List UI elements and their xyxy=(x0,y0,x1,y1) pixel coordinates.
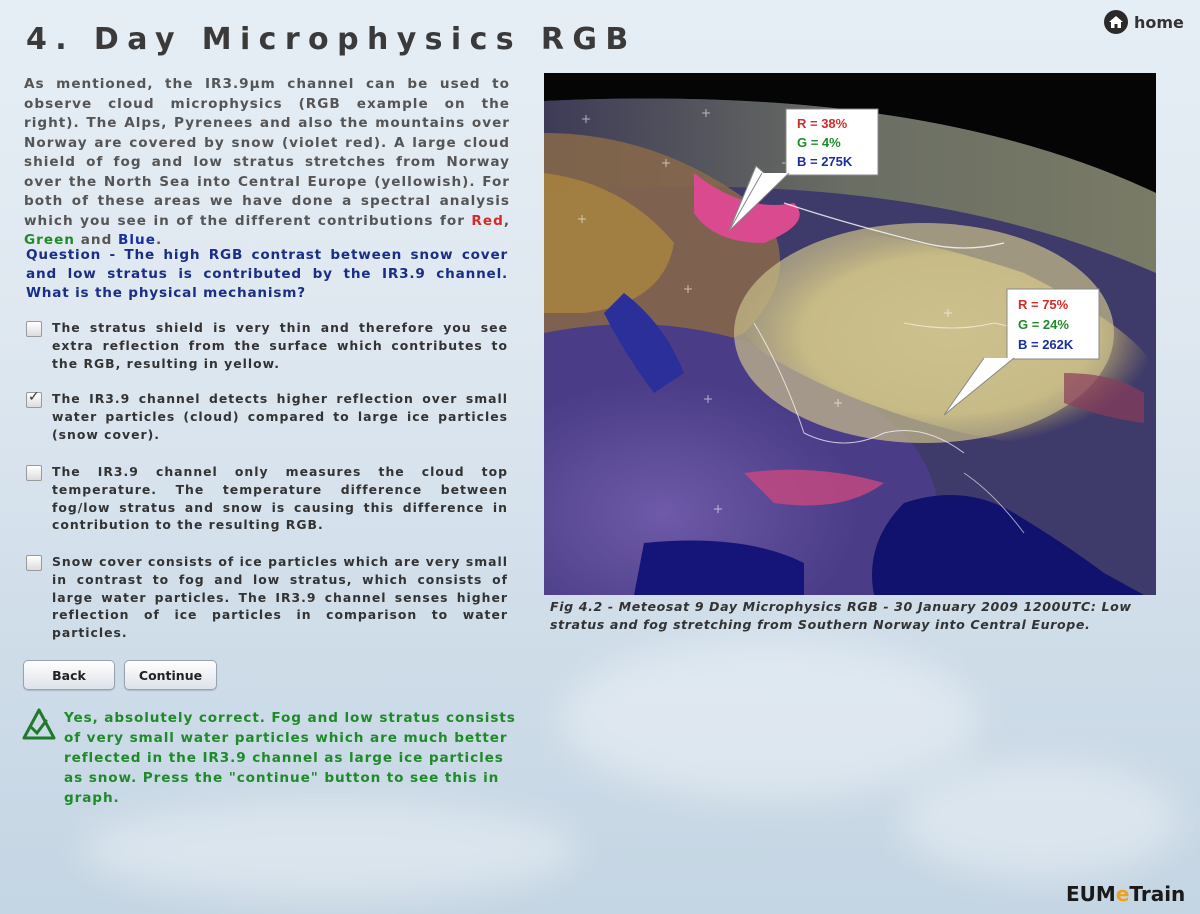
home-button[interactable] xyxy=(1104,10,1184,34)
green-word: Green xyxy=(24,232,75,248)
callout-europe-r: R = 75% xyxy=(1018,297,1069,312)
logo-part2: e xyxy=(1115,882,1130,906)
intro-text: As mentioned, the IR3.9μm channel can be used to observe cloud microphysics (RGB example on the right). The Alps, Pyrenees and also the mountains over Norway are covered by snow (violet red). A large cloud shield of fog and low stratus stretches from Norway over the North Sea into Central Europe (yellowish). For both of these areas we have done a spectral analysis which you see in of the different contributions for xyxy=(24,76,510,229)
logo-part1: EUM xyxy=(1066,882,1116,906)
intro-comma: , xyxy=(503,212,510,229)
question-text: Question - The high RGB contrast between snow cover and low stratus is contributed by the IR3.9 channel. What is the physical mechanism? xyxy=(26,247,508,301)
checkbox-4[interactable] xyxy=(26,555,42,571)
intro-and: and xyxy=(74,232,119,248)
intro-period: . xyxy=(155,232,163,248)
answer-option-4[interactable] xyxy=(26,553,508,642)
background-cloud xyxy=(560,640,980,800)
background-cloud xyxy=(80,800,580,900)
answer-text-1: The stratus shield is very thin and therefore you see extra reflection from the surface which contributes to the RGB, resulting in yellow. xyxy=(52,320,508,371)
continue-button[interactable]: Continue xyxy=(124,660,217,690)
correct-check-icon xyxy=(22,708,56,808)
figure-caption: Fig 4.2 - Meteosat 9 Day Microphysics RGB - 30 January 2009 1200UTC: Low stratus and fog stretching from Southern Norway into Central Europe. xyxy=(550,599,1132,632)
background-cloud xyxy=(900,760,1180,880)
callout-norway-b: B = 275K xyxy=(797,154,853,169)
checkbox-1[interactable] xyxy=(26,321,42,337)
logo-part3: Train xyxy=(1129,882,1186,906)
red-word: Red xyxy=(471,212,504,229)
intro-paragraph xyxy=(24,75,510,251)
answer-text-3: The IR3.9 channel only measures the cloud top temperature. The temperature difference between fog/low stratus and snow is causing this difference in contribution to the resulting RGB. xyxy=(52,464,508,533)
checkbox-2-checked[interactable] xyxy=(26,392,42,408)
blue-word: Blue xyxy=(118,232,156,248)
answer-option-2[interactable] xyxy=(26,390,508,443)
checkbox-3[interactable] xyxy=(26,465,42,481)
callout-europe-b: B = 262K xyxy=(1018,337,1074,352)
answer-option-1[interactable] xyxy=(26,319,508,372)
answer-text-4: Snow cover consists of ice particles which are very small in contrast to fog and low stratus, which consists of large water particles. The IR3.9 channel senses higher reflection of ice particles in comparison to water particles. xyxy=(52,554,508,641)
feedback-box xyxy=(22,708,516,808)
answer-text-2: The IR3.9 channel detects higher reflection over small water particles (cloud) compared to large ice particles (snow cover). xyxy=(52,391,508,442)
answer-option-3[interactable] xyxy=(26,463,508,534)
house-icon xyxy=(1104,10,1128,34)
back-button[interactable]: Back xyxy=(23,660,115,690)
feedback-text: Yes, absolutely correct. Fog and low stratus consists of very small water particles which are much better reflected in the IR3.9 channel as large ice particles as snow. Press the "continue" button to see this in graph. xyxy=(64,710,516,806)
home-label: home xyxy=(1134,12,1184,32)
eumetrain-logo xyxy=(1066,882,1185,906)
satellite-image xyxy=(544,73,1156,595)
callout-europe-g: G = 24% xyxy=(1018,317,1069,332)
page-title: 4. Day Microphysics RGB xyxy=(26,22,637,57)
callout-norway-r: R = 38% xyxy=(797,116,848,131)
callout-norway-g: G = 4% xyxy=(797,135,841,150)
